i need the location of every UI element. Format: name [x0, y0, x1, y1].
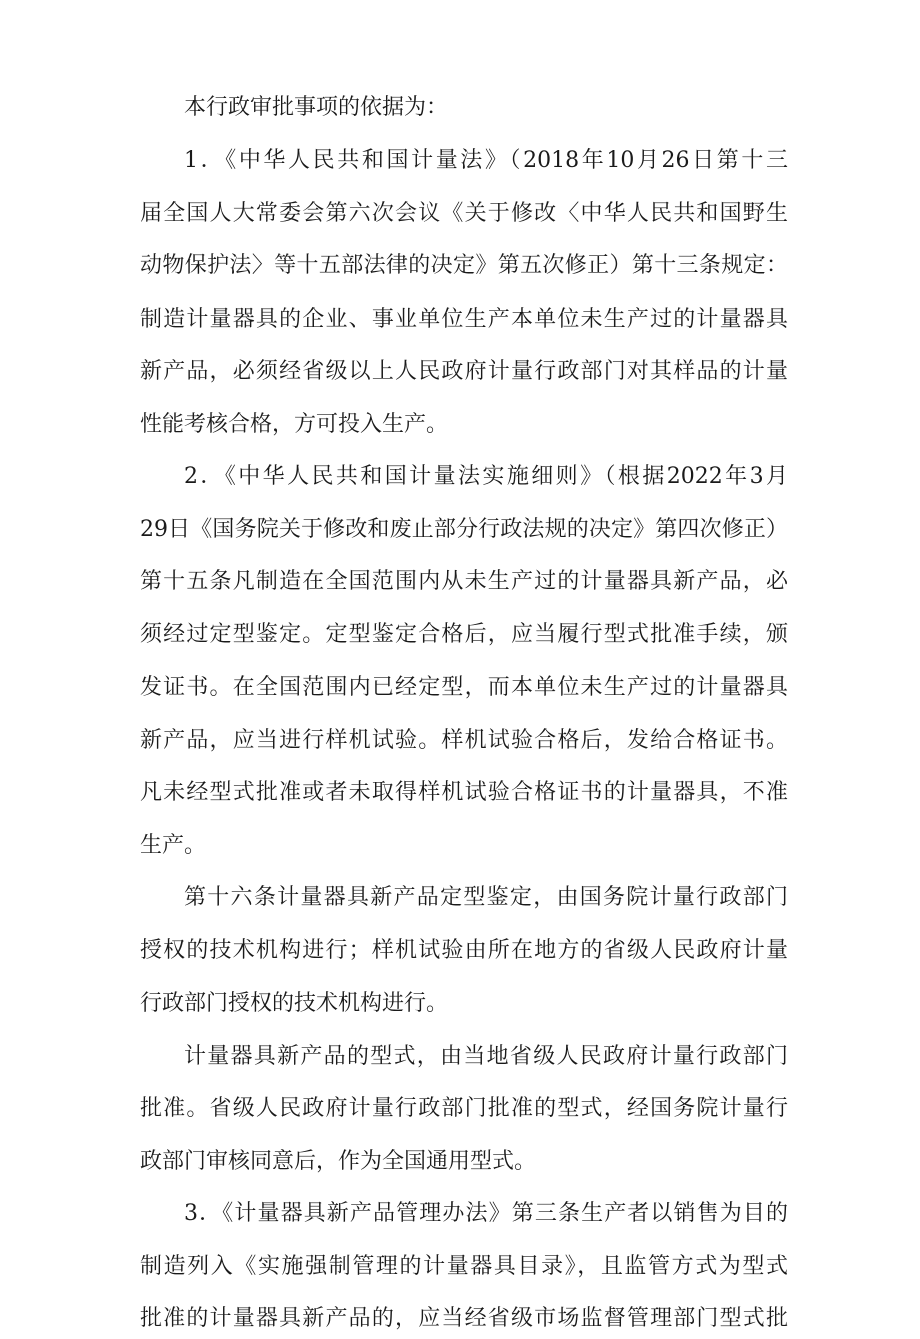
- item-2-line-6: 新产品，应当进行样机试验。样机试验合格后，发给合格证书。: [140, 728, 788, 753]
- item-3-line-1: 3．《计量器具新产品管理办法》第三条生产者以销售为目的: [184, 1201, 788, 1226]
- article-16-line-1: 第十六条计量器具新产品定型鉴定，由国务院计量行政部门: [184, 885, 788, 910]
- type-approval-line-2: 批准。省级人民政府计量行政部门批准的型式，经国务院计量行: [140, 1096, 788, 1121]
- item-1-line-3: 动物保护法〉等十五部法律的决定》第五次修正）第十三条规定：: [140, 253, 788, 278]
- item-1-line-6: 性能考核合格，方可投入生产。: [140, 412, 449, 437]
- article-16-line-3: 行政部门授权的技术机构进行。: [140, 991, 449, 1016]
- item-1-line-1: 1．《中华人民共和国计量法》（2018年10月26日第十三: [184, 148, 788, 173]
- item-3-line-3: 批准的计量器具新产品的，应当经省级市场监督管理部门型式批: [140, 1306, 788, 1331]
- paragraph-intro: 本行政审批事项的依据为：: [184, 95, 449, 120]
- item-2-line-7: 凡未经型式批准或者未取得样机试验合格证书的计量器具，不准: [140, 780, 788, 805]
- item-2-line-8: 生产。: [140, 833, 207, 858]
- item-2-line-2: 29日《国务院关于修改和废止部分行政法规的决定》第四次修正）: [140, 517, 788, 542]
- item-2-line-3: 第十五条凡制造在全国范围内从未生产过的计量器具新产品，必: [140, 569, 788, 594]
- item-1-line-5: 新产品，必须经省级以上人民政府计量行政部门对其样品的计量: [140, 359, 788, 384]
- item-1-line-4: 制造计量器具的企业、事业单位生产本单位未生产过的计量器具: [140, 307, 788, 332]
- item-2-line-4: 须经过定型鉴定。定型鉴定合格后，应当履行型式批准手续，颁: [140, 622, 788, 647]
- article-16-line-2: 授权的技术机构进行；样机试验由所在地方的省级人民政府计量: [140, 938, 788, 963]
- item-1-line-2: 届全国人大常委会第六次会议《关于修改〈中华人民共和国野生: [140, 201, 788, 226]
- item-3-line-2: 制造列入《实施强制管理的计量器具目录》，且监管方式为型式: [140, 1254, 788, 1279]
- type-approval-line-1: 计量器具新产品的型式，由当地省级人民政府计量行政部门: [184, 1044, 788, 1069]
- item-2-line-1: 2．《中华人民共和国计量法实施细则》（根据2022年3月: [184, 464, 788, 489]
- item-2-line-5: 发证书。在全国范围内已经定型，而本单位未生产过的计量器具: [140, 675, 788, 700]
- type-approval-line-3: 政部门审核同意后，作为全国通用型式。: [140, 1149, 537, 1174]
